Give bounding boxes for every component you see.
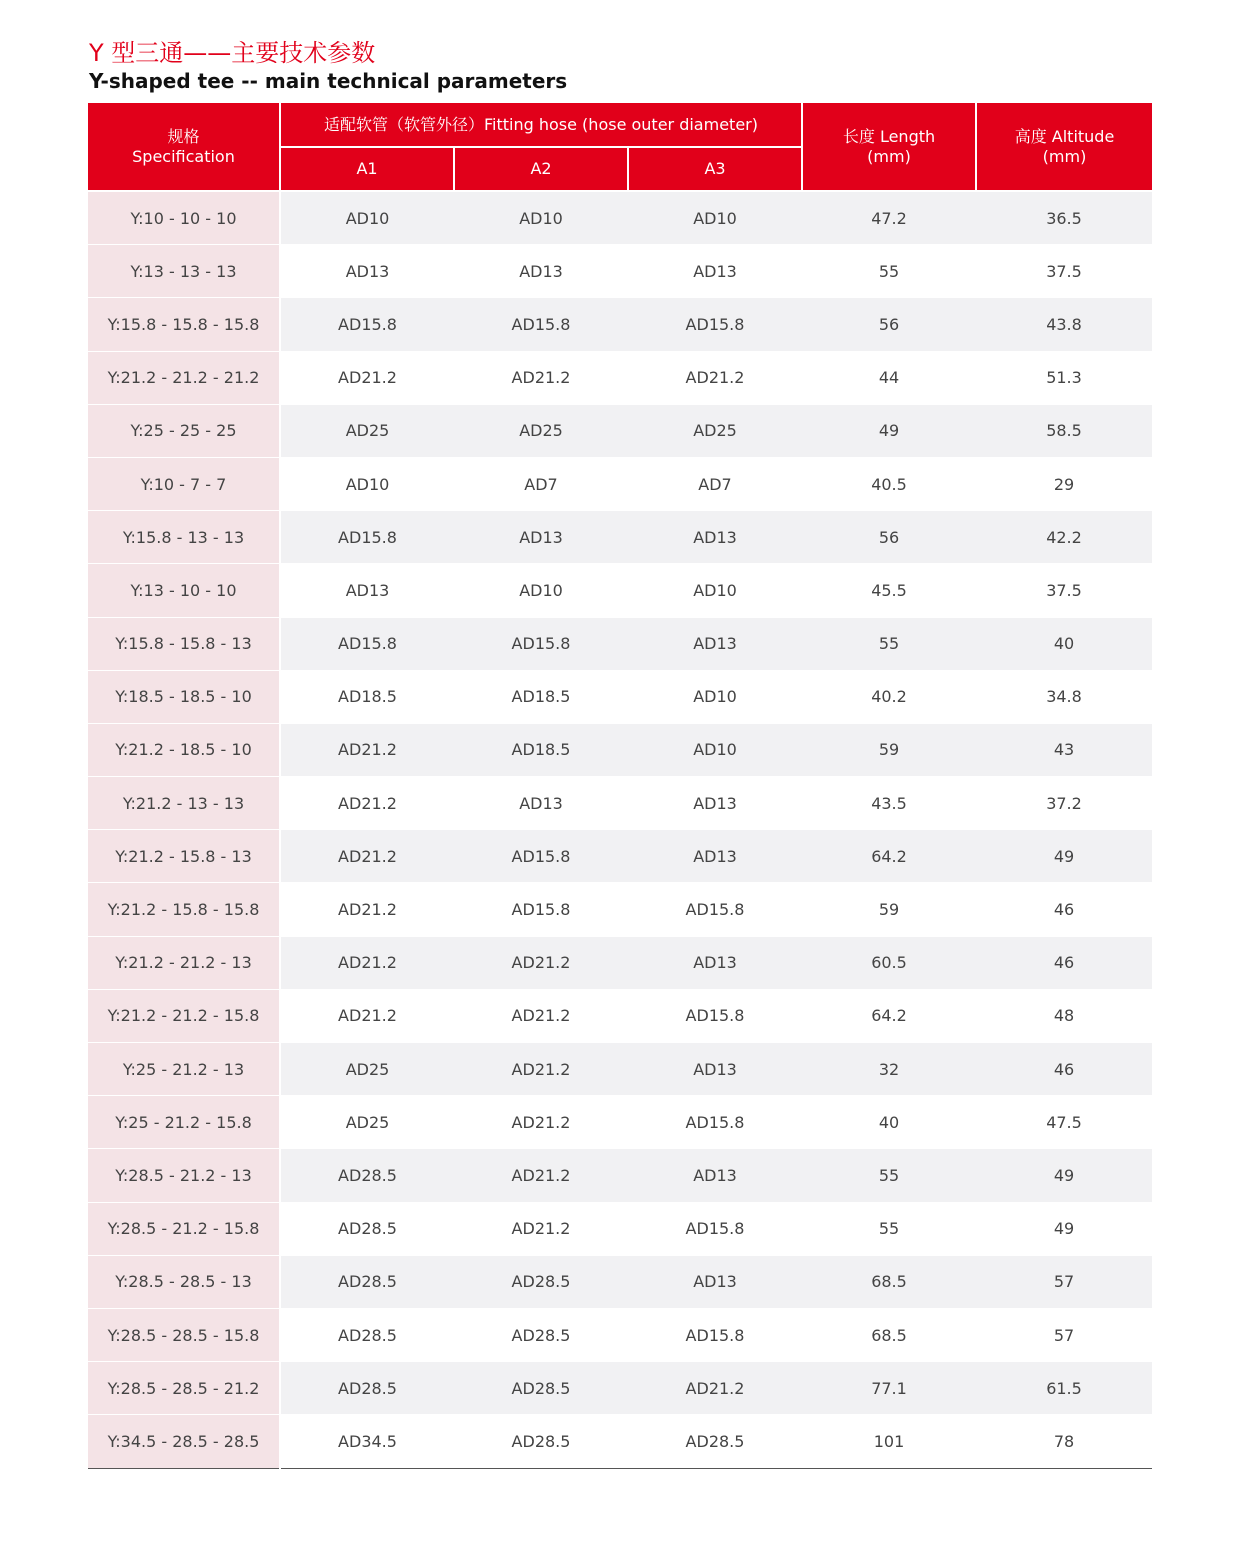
table-row [88,1362,1152,1415]
spec-cell: Y:10 - 10 - 10 [88,191,280,245]
spec-cell: Y:15.8 - 15.8 - 15.8 [88,298,280,351]
length-cell: 40 [802,1096,976,1149]
header-a3: A3 [628,147,802,191]
length-cell: 59 [802,723,976,776]
table-row [88,670,1152,723]
table-row [88,245,1152,298]
a2-cell: AD21.2 [454,1202,628,1255]
a1-cell: AD15.8 [280,617,454,670]
a3-cell: AD15.8 [628,883,802,936]
a2-cell: AD10 [454,564,628,617]
altitude-cell: 47.5 [976,1096,1152,1149]
table-row [88,830,1152,883]
a3-cell: AD13 [628,777,802,830]
a2-cell: AD21.2 [454,1043,628,1096]
header-altitude-label: 高度 Altitude [1014,126,1115,146]
a1-cell: AD28.5 [280,1149,454,1202]
spec-cell: Y:28.5 - 28.5 - 15.8 [88,1308,280,1361]
a3-cell: AD15.8 [628,1202,802,1255]
a1-cell: AD25 [280,404,454,457]
altitude-cell: 58.5 [976,404,1152,457]
length-cell: 55 [802,617,976,670]
table-row [88,723,1152,776]
header-specification [88,103,280,191]
spec-cell: Y:21.2 - 21.2 - 15.8 [88,989,280,1042]
a1-cell: AD18.5 [280,670,454,723]
a3-cell: AD21.2 [628,1362,802,1415]
a3-cell: AD15.8 [628,1308,802,1361]
table-row [88,404,1152,457]
altitude-cell: 36.5 [976,191,1152,245]
header-a1: A1 [280,147,454,191]
page-title-cn: Y 型三通——主要技术参数 [89,39,376,67]
a3-cell: AD13 [628,830,802,883]
spec-cell: Y:28.5 - 28.5 - 13 [88,1255,280,1308]
a2-cell: AD28.5 [454,1415,628,1468]
a1-cell: AD21.2 [280,723,454,776]
spec-cell: Y:21.2 - 18.5 - 10 [88,723,280,776]
altitude-cell: 40 [976,617,1152,670]
a1-cell: AD15.8 [280,511,454,564]
table-row [88,989,1152,1042]
parameters-table [88,103,1152,1469]
spec-cell: Y:21.2 - 21.2 - 13 [88,936,280,989]
header-length-label: 长度 Length [842,126,936,146]
altitude-cell: 42.2 [976,511,1152,564]
altitude-cell: 46 [976,1043,1152,1096]
length-cell: 43.5 [802,777,976,830]
spec-cell: Y:21.2 - 15.8 - 13 [88,830,280,883]
length-cell: 40.5 [802,457,976,510]
page-title-en: Y-shaped tee -- main technical parameters [89,69,568,93]
altitude-cell: 29 [976,457,1152,510]
spec-cell: Y:34.5 - 28.5 - 28.5 [88,1415,280,1468]
length-cell: 56 [802,511,976,564]
a2-cell: AD15.8 [454,617,628,670]
spec-cell: Y:13 - 13 - 13 [88,245,280,298]
a1-cell: AD25 [280,1043,454,1096]
length-cell: 55 [802,245,976,298]
header-spec-en: Specification [132,146,235,166]
length-cell: 101 [802,1415,976,1468]
altitude-cell: 37.5 [976,245,1152,298]
altitude-cell: 37.5 [976,564,1152,617]
header-a2: A2 [454,147,628,191]
a1-cell: AD25 [280,1096,454,1149]
a2-cell: AD21.2 [454,936,628,989]
a1-cell: AD21.2 [280,989,454,1042]
altitude-cell: 57 [976,1255,1152,1308]
a1-cell: AD21.2 [280,351,454,404]
altitude-cell: 61.5 [976,1362,1152,1415]
table-row [88,1043,1152,1096]
a2-cell: AD13 [454,245,628,298]
length-cell: 44 [802,351,976,404]
a3-cell: AD21.2 [628,351,802,404]
table-row [88,1096,1152,1149]
a3-cell: AD13 [628,936,802,989]
altitude-cell: 46 [976,883,1152,936]
table-row [88,777,1152,830]
length-cell: 49 [802,404,976,457]
header-spec-cn: 规格 [167,126,200,146]
a2-cell: AD15.8 [454,830,628,883]
length-cell: 47.2 [802,191,976,245]
a1-cell: AD21.2 [280,936,454,989]
header-altitude-unit: (mm) [1042,146,1087,166]
table-row [88,1202,1152,1255]
a3-cell: AD10 [628,723,802,776]
a2-cell: AD10 [454,191,628,245]
spec-cell: Y:25 - 21.2 - 13 [88,1043,280,1096]
altitude-cell: 49 [976,1149,1152,1202]
a2-cell: AD18.5 [454,670,628,723]
a2-cell: AD15.8 [454,298,628,351]
table-row [88,936,1152,989]
a2-cell: AD13 [454,777,628,830]
table-row [88,511,1152,564]
altitude-cell: 46 [976,936,1152,989]
a3-cell: AD13 [628,245,802,298]
a3-cell: AD15.8 [628,1096,802,1149]
a2-cell: AD21.2 [454,1096,628,1149]
altitude-cell: 34.8 [976,670,1152,723]
a1-cell: AD28.5 [280,1362,454,1415]
length-cell: 45.5 [802,564,976,617]
table-row [88,617,1152,670]
a2-cell: AD21.2 [454,351,628,404]
length-cell: 55 [802,1149,976,1202]
altitude-cell: 49 [976,830,1152,883]
a2-cell: AD15.8 [454,883,628,936]
header-altitude [976,103,1152,191]
header-length [802,103,976,191]
table-row [88,1415,1152,1468]
a2-cell: AD28.5 [454,1362,628,1415]
altitude-cell: 57 [976,1308,1152,1361]
a3-cell: AD28.5 [628,1415,802,1468]
spec-cell: Y:15.8 - 15.8 - 13 [88,617,280,670]
a2-cell: AD7 [454,457,628,510]
a3-cell: AD15.8 [628,298,802,351]
a1-cell: AD28.5 [280,1308,454,1361]
length-cell: 60.5 [802,936,976,989]
a3-cell: AD10 [628,191,802,245]
length-cell: 77.1 [802,1362,976,1415]
spec-cell: Y:28.5 - 28.5 - 21.2 [88,1362,280,1415]
length-cell: 68.5 [802,1308,976,1361]
a3-cell: AD10 [628,670,802,723]
altitude-cell: 43.8 [976,298,1152,351]
spec-cell: Y:10 - 7 - 7 [88,457,280,510]
table-row [88,298,1152,351]
a3-cell: AD13 [628,511,802,564]
a3-cell: AD13 [628,617,802,670]
spec-cell: Y:21.2 - 13 - 13 [88,777,280,830]
spec-cell: Y:28.5 - 21.2 - 13 [88,1149,280,1202]
table-row [88,457,1152,510]
altitude-cell: 37.2 [976,777,1152,830]
spec-cell: Y:15.8 - 13 - 13 [88,511,280,564]
spec-cell: Y:18.5 - 18.5 - 10 [88,670,280,723]
spec-cell: Y:13 - 10 - 10 [88,564,280,617]
a1-cell: AD34.5 [280,1415,454,1468]
a3-cell: AD7 [628,457,802,510]
a1-cell: AD10 [280,191,454,245]
a2-cell: AD13 [454,511,628,564]
length-cell: 59 [802,883,976,936]
a2-cell: AD21.2 [454,989,628,1042]
a2-cell: AD18.5 [454,723,628,776]
a1-cell: AD15.8 [280,298,454,351]
length-cell: 56 [802,298,976,351]
spec-cell: Y:25 - 21.2 - 15.8 [88,1096,280,1149]
a1-cell: AD28.5 [280,1202,454,1255]
a1-cell: AD21.2 [280,830,454,883]
altitude-cell: 51.3 [976,351,1152,404]
table-row [88,564,1152,617]
spec-cell: Y:25 - 25 - 25 [88,404,280,457]
a1-cell: AD10 [280,457,454,510]
altitude-cell: 48 [976,989,1152,1042]
table-row [88,1255,1152,1308]
altitude-cell: 49 [976,1202,1152,1255]
table-row [88,191,1152,245]
a2-cell: AD28.5 [454,1308,628,1361]
a2-cell: AD25 [454,404,628,457]
a3-cell: AD10 [628,564,802,617]
altitude-cell: 78 [976,1415,1152,1468]
table-body [88,191,1152,1468]
a1-cell: AD13 [280,245,454,298]
a1-cell: AD13 [280,564,454,617]
spec-cell: Y:28.5 - 21.2 - 15.8 [88,1202,280,1255]
altitude-cell: 43 [976,723,1152,776]
table-row [88,883,1152,936]
length-cell: 32 [802,1043,976,1096]
spec-cell: Y:21.2 - 15.8 - 15.8 [88,883,280,936]
a3-cell: AD13 [628,1043,802,1096]
spec-cell: Y:21.2 - 21.2 - 21.2 [88,351,280,404]
header-fitting-hose: 适配软管（软管外径）Fitting hose (hose outer diameter) [280,103,802,147]
table-row [88,1308,1152,1361]
length-cell: 64.2 [802,989,976,1042]
table-header [88,103,1152,191]
a3-cell: AD13 [628,1149,802,1202]
table-row [88,351,1152,404]
a1-cell: AD21.2 [280,883,454,936]
length-cell: 64.2 [802,830,976,883]
a1-cell: AD28.5 [280,1255,454,1308]
length-cell: 40.2 [802,670,976,723]
a3-cell: AD13 [628,1255,802,1308]
a2-cell: AD21.2 [454,1149,628,1202]
length-cell: 55 [802,1202,976,1255]
a3-cell: AD25 [628,404,802,457]
length-cell: 68.5 [802,1255,976,1308]
a3-cell: AD15.8 [628,989,802,1042]
a1-cell: AD21.2 [280,777,454,830]
header-length-unit: (mm) [867,146,911,166]
table-row [88,1149,1152,1202]
a2-cell: AD28.5 [454,1255,628,1308]
